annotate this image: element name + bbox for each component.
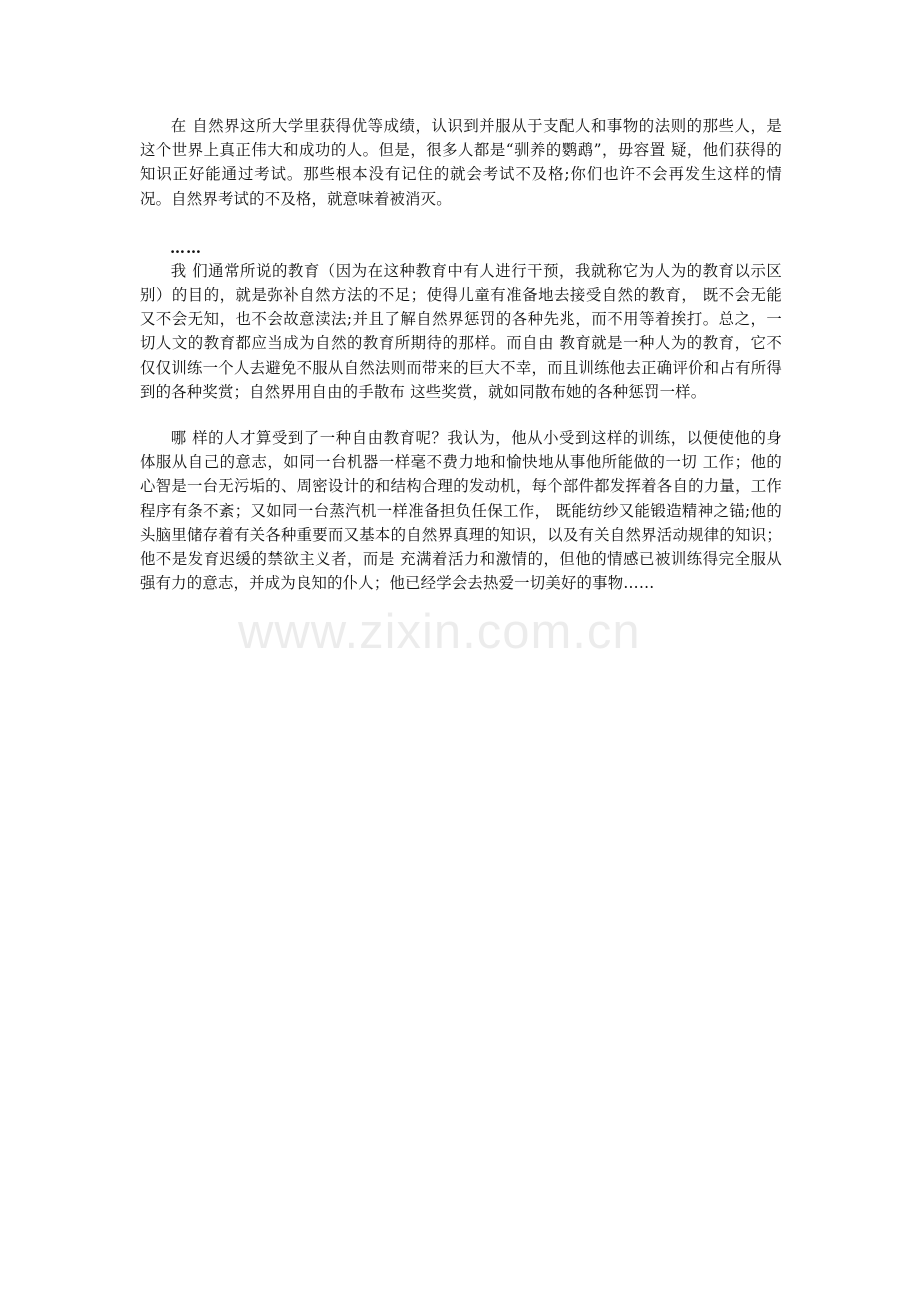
watermark: www.zixin.com.cn	[238, 605, 641, 659]
paragraph-2: 我 们通常所说的教育（因为在这种教育中有人进行干预，我就称它为人为的教育以示区别）的目的，就是弥补自然方法的不足；使得儿童有准备地去接受自然的教育， 既不会无能又不会无知，也不会故意渎法;并且了解自然界惩罚的各种先兆，而不用等着挨打。总之，一切人文的教育都应当成为自然的教育所期待的那样。而自由 教育就是一种人为的教育，它不仅仅训练一个人去避免不服从自然法则而带来的巨大不幸，而且训练他去正确评价和占有所得到的各种奖赏；自然界用自由的手散布 这些奖赏，就如同散布她的各种惩罚一样。	[140, 261, 782, 401]
paragraph-1: 在 自然界这所大学里获得优等成绩，认识到并服从于支配人和事物的法则的那些人，是这个世界上真正伟大和成功的人。但是，很多人都是“驯养的鹦鹉”，毋容置 疑，他们获得的知识正好能通过考试。那些根本没有记住的就会考试不及格;你们也许不会再发生这样的情况。自然界考试的不及格，就意味着被消灭。	[140, 117, 782, 208]
paragraph-3: 哪 样的人才算受到了一种自由教育呢？我认为，他从小受到这样的训练，以便使他的身体服从自己的意志，如同一台机器一样毫不费力地和愉快地从事他所能做的一切 工作；他的心智是一台无污垢的、周密设计的和结构合理的发动机，每个部件都发挥着各自的力量，工作程序有条不紊；又如同一台蒸汽机一样准备担负任保工作， 既能纺纱又能锻造精神之锚;他的头脑里储存着有关各种重要而又基本的自然界真理的知识，以及有关自然界活动规律的知识；他不是发育迟缓的禁欲主义者，而是 充满着活力和激情的，但他的情感已被训练得完全服从强有力的意志，并成为良知的仆人；他已经学会去热爱一切美好的事物……	[140, 429, 782, 593]
ellipsis-separator: ……	[170, 238, 202, 257]
document-body	[140, 114, 782, 595]
